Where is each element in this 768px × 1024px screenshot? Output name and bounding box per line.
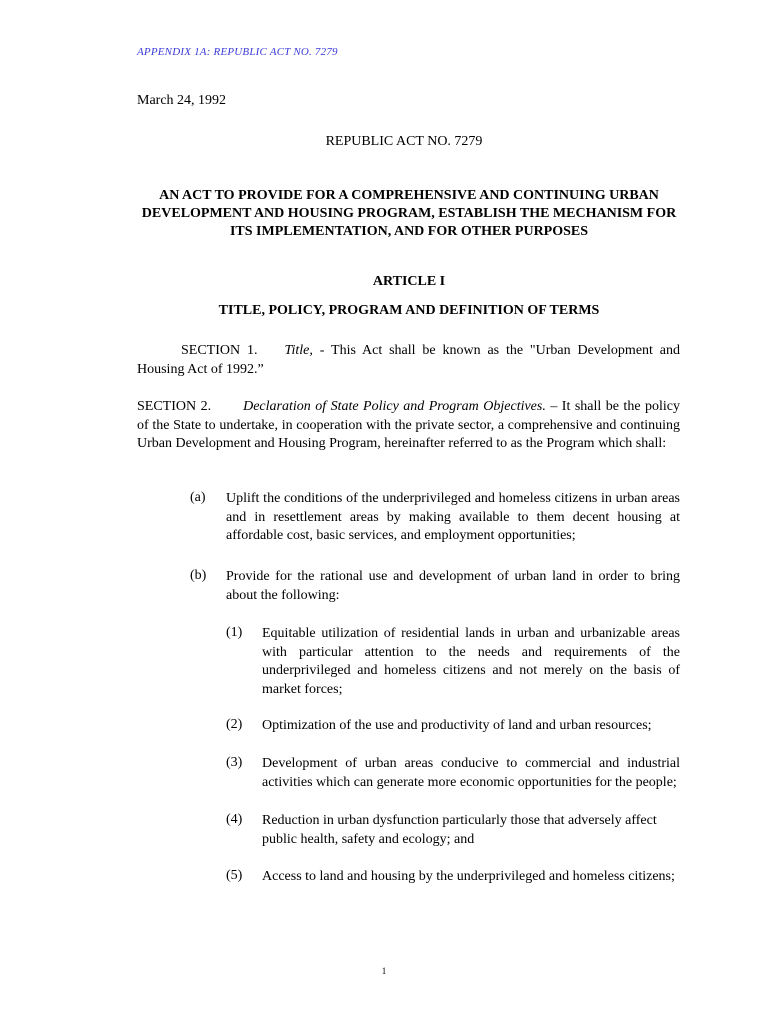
item-b-text: Provide for the rational use and development of urban land in order to bring about the following:: [226, 569, 680, 603]
article-subheading: TITLE, POLICY, PROGRAM AND DEFINITION OF TERMS: [218, 303, 600, 318]
subitem-5-marker: (5): [226, 868, 243, 883]
section-2-title: Declaration of State Policy and Program Objectives.: [243, 399, 546, 414]
subitem-3-marker: (3): [226, 755, 243, 770]
act-title: AN ACT TO PROVIDE FOR A COMPREHENSIVE AND CONTINUING URBAN DEVELOPMENT AND HOUSING PROGRAM, ESTABLISH THE MECHANISM FOR ITS IMPLEMENTATION, AND FOR OTHER PURPOSES: [141, 188, 677, 239]
subitem-2-text: Optimization of the use and productivity of land and urban resources;: [262, 718, 652, 733]
item-a-marker: (a): [190, 490, 206, 505]
section-1-title: Title,: [284, 343, 313, 358]
section-2: [137, 398, 680, 454]
section-2-label: SECTION 2.: [137, 399, 212, 414]
subitem-5-text: Access to land and housing by the underprivileged and homeless citizens;: [262, 869, 675, 884]
page-number: 1: [381, 966, 387, 976]
act-date: March 24, 1992: [137, 93, 227, 108]
section-1-label: SECTION 1.: [181, 343, 258, 358]
section-1: [137, 342, 680, 379]
subitem-1-marker: (1): [226, 625, 243, 640]
subitem-2-marker: (2): [226, 717, 243, 732]
appendix-header: APPENDIX 1A: REPUBLIC ACT NO. 7279: [137, 46, 338, 58]
article-heading: ARTICLE I: [372, 274, 446, 289]
act-number: REPUBLIC ACT NO. 7279: [325, 134, 483, 149]
item-b-marker: (b): [190, 568, 207, 583]
subitem-1-text: Equitable utilization of residential lands in urban and urbanizable areas with particular attention to the needs and requirements of the underprivileged and homeless citizens and not merely on the basis of market forces;: [262, 626, 680, 697]
subitem-3-text: Development of urban areas conducive to commercial and industrial activities which can generate more economic opportunities for the people;: [262, 756, 680, 790]
section-1-text: - This Act shall be known as the "Urban Development and Housing Act of 1992.”: [137, 343, 680, 377]
section-2-text: – It shall be the policy of the State to undertake, in cooperation with the private sector, a comprehensive and continuing Urban Development and Housing Program, hereinafter referred to as the Program which shall:: [137, 399, 680, 451]
item-a-text: Uplift the conditions of the underprivileged and homeless citizens in urban areas and in resettlement areas by making available to them decent housing at affordable cost, basic services, and employment opportunities;: [226, 491, 680, 543]
subitem-4-marker: (4): [226, 812, 243, 827]
subitem-4-text: Reduction in urban dysfunction particularly those that adversely affect public health, safety and ecology; and: [262, 813, 657, 847]
